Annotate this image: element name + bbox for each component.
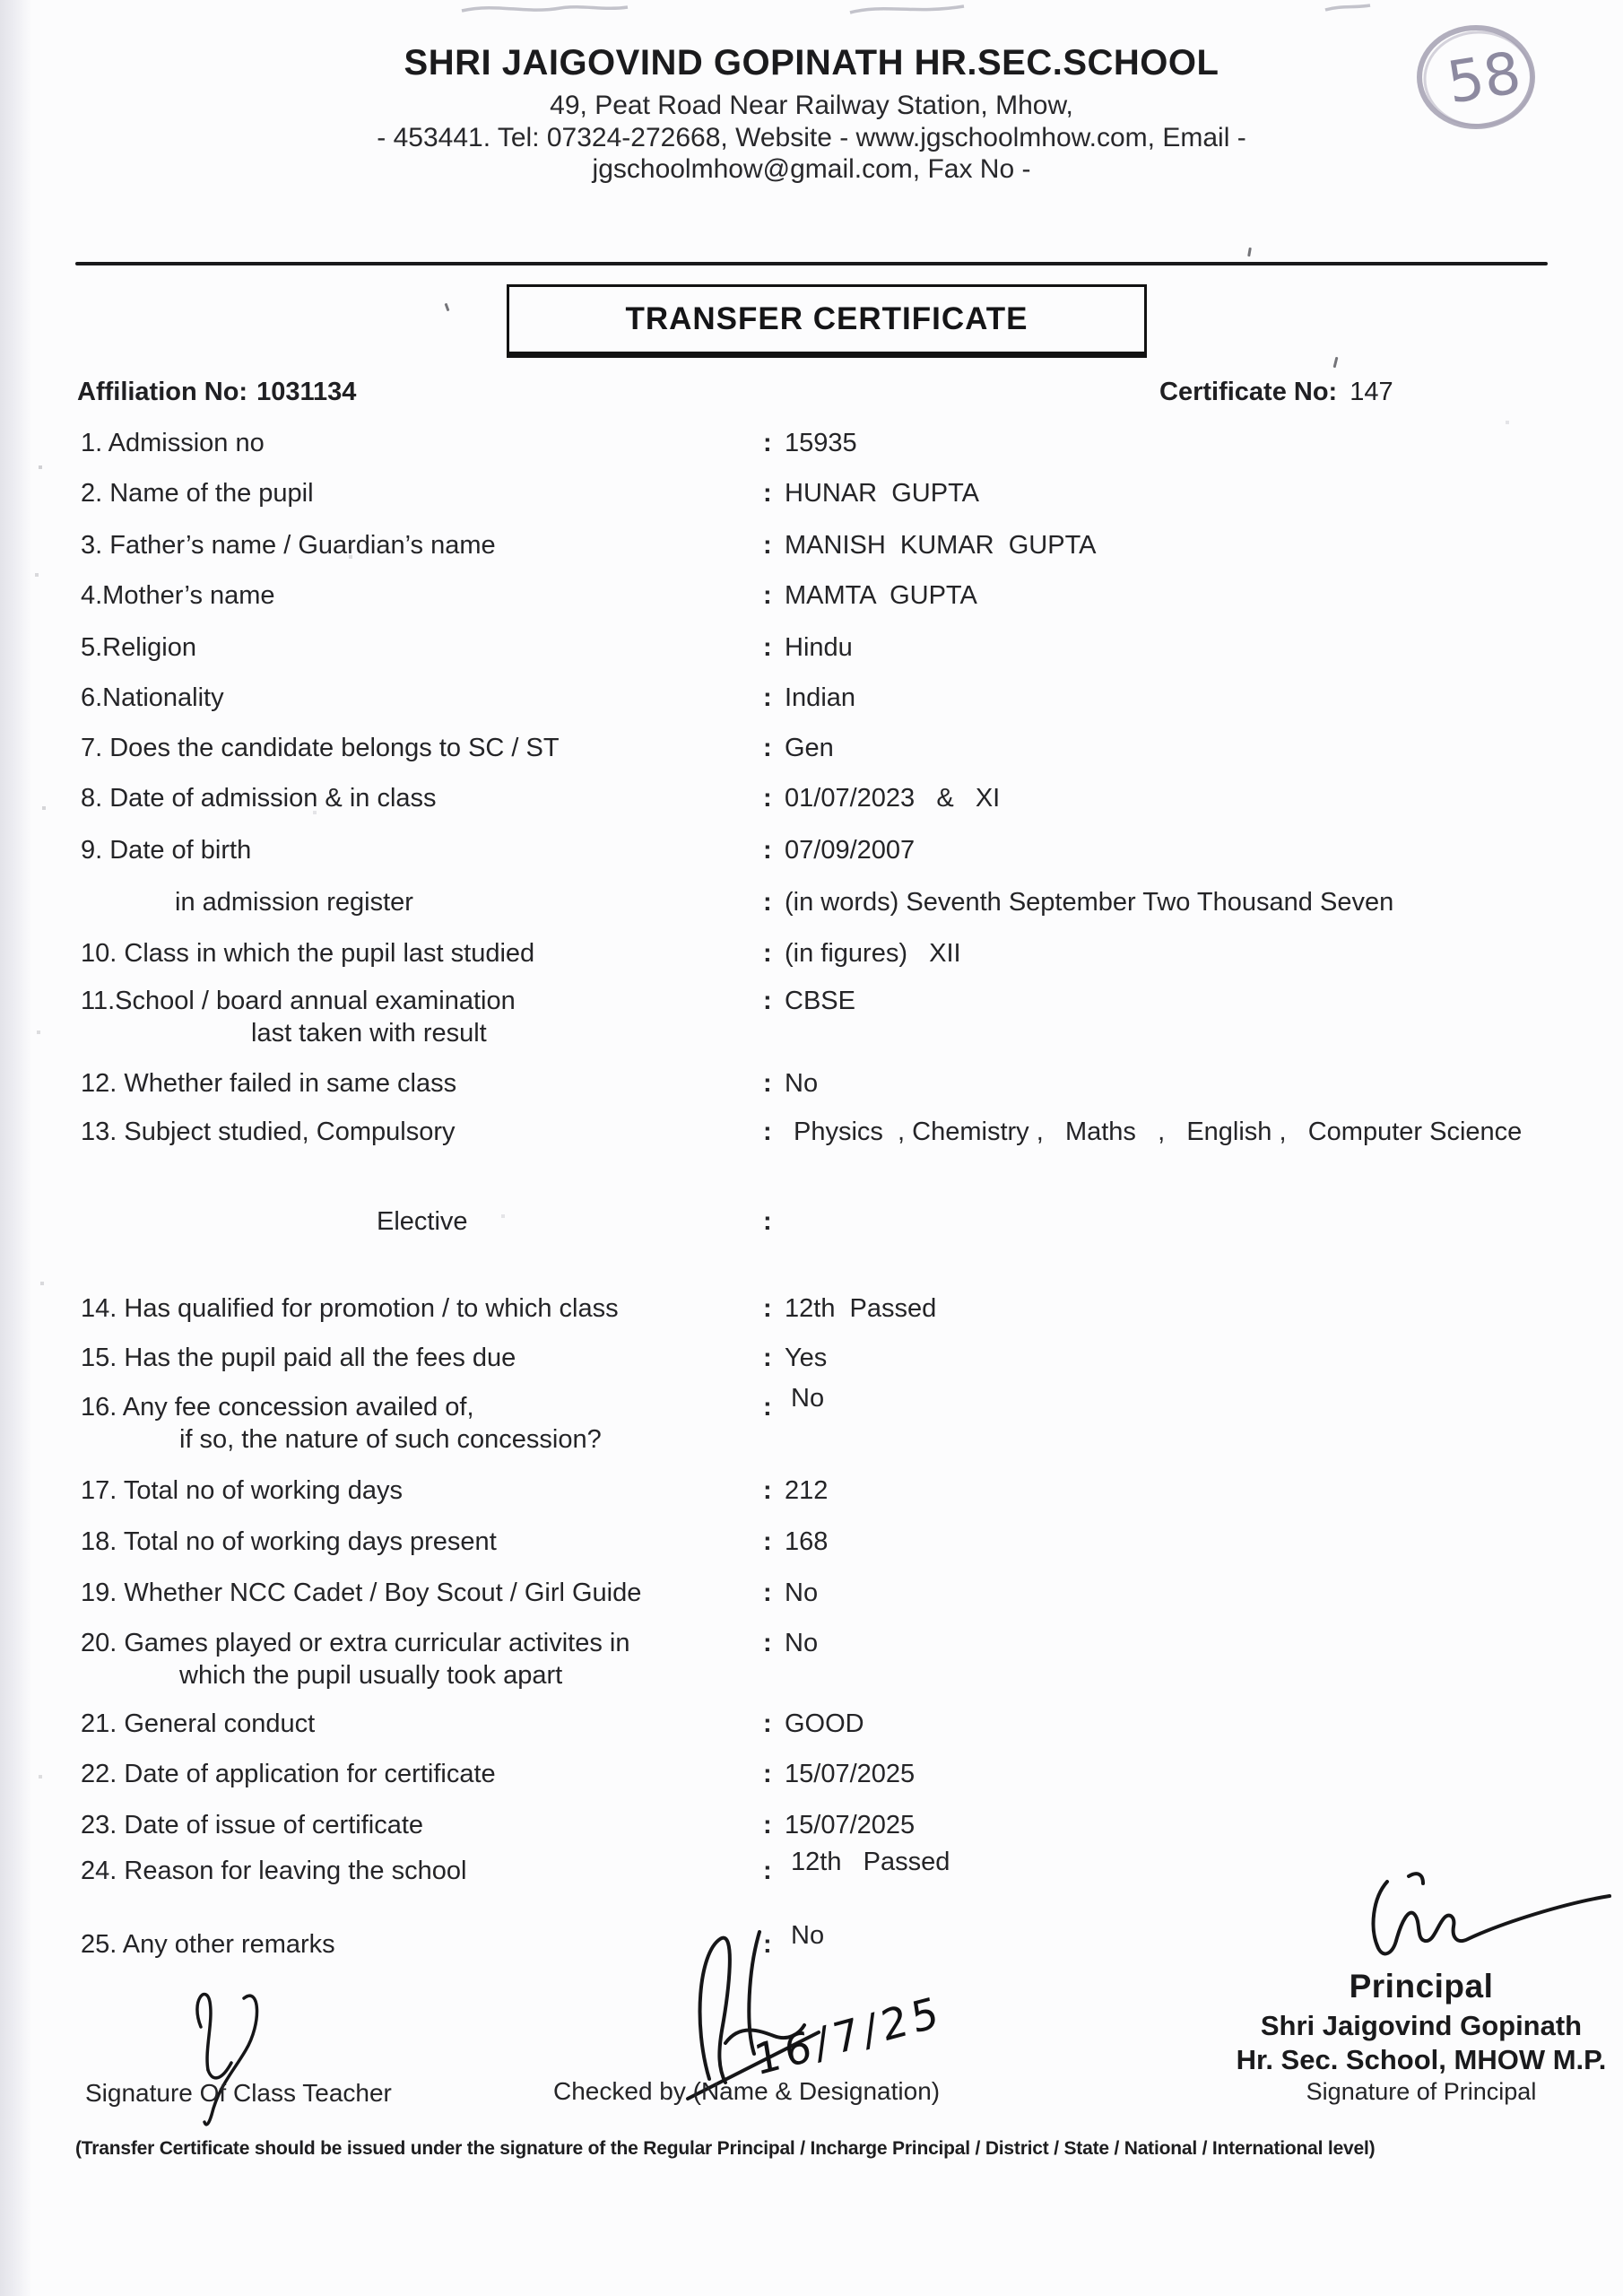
field-value: HUNAR GUPTA: [785, 479, 979, 508]
field-label: 3. Father’s name / Guardian’s name: [81, 531, 496, 560]
field-value: 12th Passed: [791, 1848, 950, 1876]
certificate-title-box: [507, 284, 1147, 358]
school-email-line: jgschoolmhow@gmail.com, Fax No -: [592, 154, 1031, 184]
field-label: 1. Admission no: [81, 429, 265, 457]
field-colon: :: [763, 1709, 772, 1738]
field-value: MANISH KUMAR GUPTA: [785, 531, 1097, 560]
field-label: 8. Date of admission & in class: [81, 784, 437, 813]
field-colon: :: [763, 429, 772, 457]
field-value: 12th Passed: [785, 1294, 937, 1323]
principal-signature-label: Signature of Principal: [1306, 2078, 1537, 2105]
field-value: 07/09/2007: [785, 836, 916, 865]
field-colon: :: [763, 734, 772, 762]
field-colon: :: [763, 479, 772, 508]
footnote: (Transfer Certificate should be issued under the signature of the Regular Principal / Incharge Principal / District / State / National / International level): [75, 2138, 1376, 2159]
field-row: [81, 1384, 1614, 1465]
school-address-line: 49, Peat Road Near Railway Station, Mhow,: [550, 91, 1073, 120]
field-colon: :: [763, 683, 772, 712]
field-value: Physics , Chemistry , Maths , English , Computer Science: [794, 1118, 1523, 1146]
field-colon: :: [763, 581, 772, 610]
field-label: 21. General conduct: [81, 1709, 316, 1738]
field-colon: :: [763, 784, 772, 813]
field-colon: :: [763, 1393, 772, 1422]
principal-stamp-title: Principal: [1349, 1968, 1494, 2005]
field-label: in admission register: [175, 888, 413, 917]
field-value: No: [791, 1921, 825, 1950]
field-value: No: [785, 1069, 819, 1098]
certificate-number: Certificate No: 147: [1159, 378, 1393, 406]
field-colon: :: [763, 1207, 772, 1236]
field-label: 10. Class in which the pupil last studied: [81, 939, 535, 968]
field-colon: :: [763, 1476, 772, 1505]
field-value: 168: [785, 1527, 829, 1556]
field-value: No: [791, 1384, 825, 1413]
field-row: [81, 987, 1614, 1058]
field-colon: :: [763, 888, 772, 917]
field-label-line2: if so, the nature of such concession?: [179, 1425, 602, 1454]
class-teacher-signature-label: Signature Of Class Teacher: [85, 2079, 392, 2107]
field-label: 6.Nationality: [81, 683, 224, 712]
field-label: 13. Subject studied, Compulsory: [81, 1118, 456, 1146]
field-label: 25. Any other remarks: [81, 1930, 335, 1959]
field-value: MAMTA GUPTA: [785, 581, 977, 610]
field-value: Hindu: [785, 633, 853, 662]
field-label: 24. Reason for leaving the school: [81, 1857, 467, 1885]
field-colon: :: [763, 1857, 772, 1885]
field-value: 15935: [785, 429, 857, 457]
field-label: 5.Religion: [81, 633, 196, 662]
field-value: GOOD: [785, 1709, 864, 1738]
field-colon: :: [763, 1760, 772, 1788]
field-label: 17. Total no of working days: [81, 1476, 403, 1505]
field-label: 9. Date of birth: [81, 836, 252, 865]
principal-stamp-school-name: Shri Jaigovind Gopinath: [1260, 2010, 1583, 2041]
field-row-elective: [81, 1207, 1614, 1279]
principal-signature: [1350, 1867, 1614, 1970]
field-value: Gen: [785, 734, 834, 762]
field-label: 12. Whether failed in same class: [81, 1069, 457, 1098]
scan-mark: [445, 303, 450, 311]
field-colon: :: [763, 1344, 772, 1372]
field-label: 18. Total no of working days present: [81, 1527, 497, 1556]
field-label-line2: which the pupil usually took apart: [179, 1661, 563, 1690]
field-value: 15/07/2025: [785, 1760, 916, 1788]
field-value: 15/07/2025: [785, 1811, 916, 1839]
principal-stamp-school-place: Hr. Sec. School, MHOW M.P.: [1236, 2044, 1607, 2075]
school-contact-line: - 453441. Tel: 07324-272668, Website - www.jgschoolmhow.com, Email -: [377, 123, 1246, 152]
field-label: 11.School / board annual examination: [81, 987, 516, 1015]
field-row: [81, 1629, 1614, 1700]
scan-mark: [1333, 357, 1339, 368]
field-colon: :: [763, 1629, 772, 1657]
checked-by-date-handwritten: 16/7/25: [751, 1987, 946, 2086]
field-value: (in figures) XII: [785, 939, 961, 968]
field-value: Yes: [785, 1344, 828, 1372]
field-colon: :: [763, 939, 772, 968]
page-number-text: 58: [1443, 39, 1526, 117]
field-label: 15. Has the pupil paid all the fees due: [81, 1344, 516, 1372]
field-colon: :: [763, 633, 772, 662]
field-label-line2: last taken with result: [251, 1019, 487, 1048]
field-label: 23. Date of issue of certificate: [81, 1811, 424, 1839]
field-row: [81, 1118, 1614, 1189]
field-colon: :: [763, 1118, 772, 1146]
field-label: 14. Has qualified for promotion / to which class: [81, 1294, 619, 1323]
scanner-edge-shadow: [0, 0, 32, 2296]
certificate-title: TRANSFER CERTIFICATE: [625, 301, 1028, 336]
field-value: No: [785, 1578, 819, 1607]
header-divider: [75, 262, 1548, 265]
field-label: 20. Games played or extra curricular activites in: [81, 1629, 630, 1657]
field-value: CBSE: [785, 987, 855, 1015]
field-label: 22. Date of application for certificate: [81, 1760, 496, 1788]
field-value: Indian: [785, 683, 856, 712]
field-label: 2. Name of the pupil: [81, 479, 314, 508]
school-name: SHRI JAIGOVIND GOPINATH HR.SEC.SCHOOL: [404, 43, 1219, 83]
field-label: 16. Any fee concession availed of,: [81, 1393, 474, 1422]
field-value: No: [785, 1629, 819, 1657]
field-label: 7. Does the candidate belongs to SC / ST: [81, 734, 560, 762]
field-colon: :: [763, 1811, 772, 1839]
field-colon: :: [763, 987, 772, 1015]
field-colon: :: [763, 1578, 772, 1607]
field-colon: :: [763, 531, 772, 560]
field-colon: :: [763, 1930, 772, 1959]
field-label: 4.Mother’s name: [81, 581, 275, 610]
field-colon: :: [763, 1294, 772, 1323]
field-value: (in words) Seventh September Two Thousand Seven: [785, 888, 1394, 917]
scan-mark: [1247, 248, 1252, 257]
checked-by-label: Checked by (Name & Designation): [553, 2077, 941, 2105]
field-colon: :: [763, 836, 772, 865]
field-label: 19. Whether NCC Cadet / Boy Scout / Girl Guide: [81, 1578, 642, 1607]
field-colon: :: [763, 1527, 772, 1556]
field-label: Elective: [377, 1207, 468, 1236]
field-colon: :: [763, 1069, 772, 1098]
affiliation-number: Affiliation No: 1031134: [77, 378, 357, 406]
scan-artifact-marks: [0, 0, 1623, 22]
field-value: 01/07/2023 & XI: [785, 784, 1001, 813]
field-value: 212: [785, 1476, 829, 1505]
